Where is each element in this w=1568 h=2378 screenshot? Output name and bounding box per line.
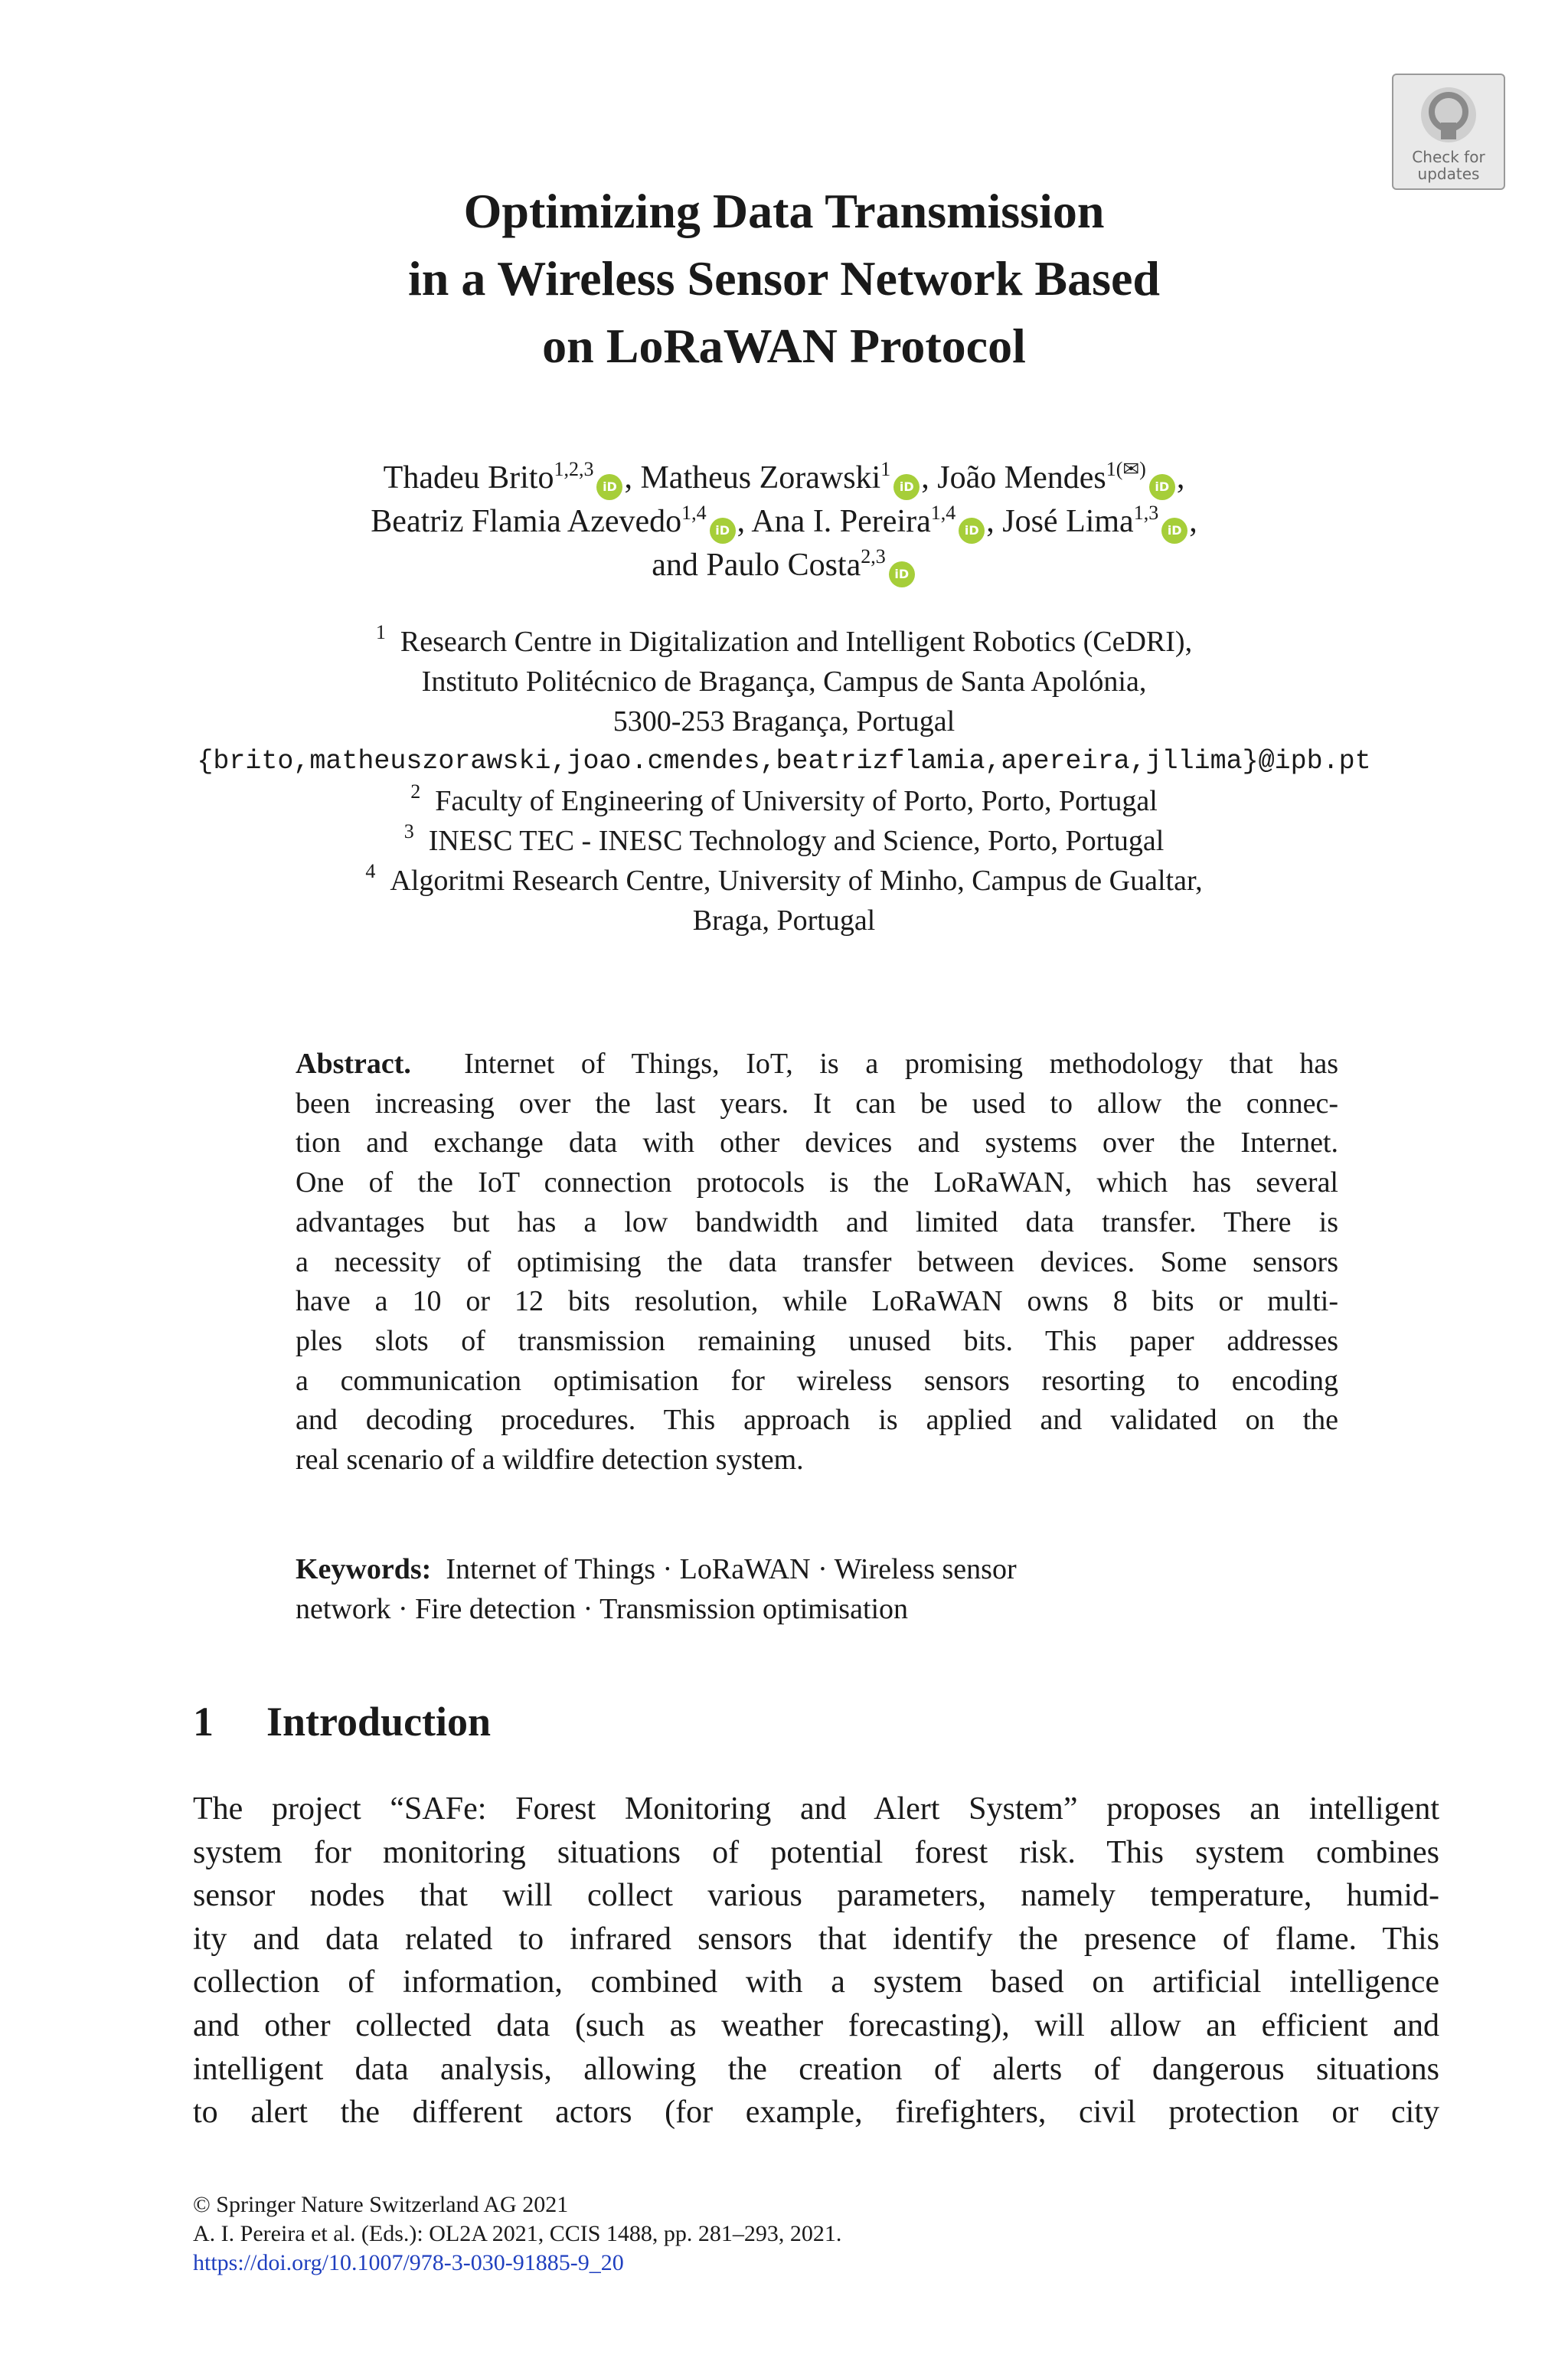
body-line: ity and data related to infrared sensors that identify the presence of flame. This <box>193 1921 1439 1957</box>
abstract-line: tion and exchange data with other devices and systems over the Internet. <box>296 1127 1338 1160</box>
author-name: Ana I. Pereira <box>751 504 931 539</box>
orcid-icon[interactable]: iD <box>596 474 622 500</box>
affiliation-number: 2 <box>410 780 421 803</box>
section-heading <box>193 1697 491 1746</box>
badge-line2: updates <box>1417 165 1480 183</box>
keywords-label: Keywords: <box>296 1553 432 1585</box>
keywords-line: network · Fire detection · Transmission optimisation <box>296 1592 909 1625</box>
body-line: collection of information, combined with a system based on artificial intelligence <box>193 1964 1439 2000</box>
check-for-updates-badge[interactable] <box>1392 74 1505 190</box>
abstract-line: advantages but has a low bandwidth and limited data transfer. There is <box>296 1205 1338 1238</box>
author-list <box>0 456 1568 587</box>
check-for-updates-icon <box>1418 84 1479 146</box>
orcid-icon[interactable]: iD <box>959 518 985 544</box>
page-footer <box>193 2190 841 2278</box>
abstract-line: real scenario of a wildfire detection system. <box>296 1444 804 1477</box>
author-name: João Mendes <box>937 460 1106 496</box>
body-line: system for monitoring situations of potential forest risk. This system combines <box>193 1834 1439 1870</box>
affiliation-line: Braga, Portugal <box>692 904 876 937</box>
title-line: in a Wireless Sensor Network Based <box>408 251 1160 306</box>
author-separator: , <box>921 460 938 496</box>
abstract-text: Internet of Things, IoT, is a promising methodology that has <box>464 1048 1338 1080</box>
keywords-line <box>296 1550 1338 1590</box>
affiliation-number: 4 <box>365 860 376 882</box>
affiliation-text: Faculty of Engineering of University of Porto, Porto, Portugal <box>435 785 1158 817</box>
orcid-icon[interactable]: iD <box>1161 518 1187 544</box>
abstract-line: a communication optimisation for wireless sensors resorting to encoding <box>296 1364 1338 1397</box>
author-affil-marker: 1,4 <box>930 502 956 524</box>
author-separator: , <box>1189 504 1197 539</box>
abstract-line: ples slots of transmission remaining unused bits. This paper addresses <box>296 1324 1338 1357</box>
copyright-notice: © Springer Nature Switzerland AG 2021 <box>193 2192 569 2217</box>
affiliation-number: 1 <box>375 621 386 643</box>
affiliation-line <box>0 781 1568 821</box>
author-line <box>0 500 1568 544</box>
abstract-line: a necessity of optimising the data transfer between devices. Some sensors <box>296 1245 1338 1278</box>
section-title: Introduction <box>266 1699 492 1745</box>
abstract <box>296 1045 1338 1480</box>
author-affil-marker: 1,3 <box>1133 502 1159 524</box>
keywords <box>296 1550 1338 1629</box>
affiliation-line: Instituto Politécnico de Bragança, Campus de Santa Apolónia, <box>421 666 1147 698</box>
affiliation-line: 5300-253 Bragança, Portugal <box>612 705 956 738</box>
abstract-line: have a 10 or 12 bits resolution, while LoRaWAN owns 8 bits or multi- <box>296 1285 1338 1318</box>
body-line: and other collected data (such as weather forecasting), will allow an efficient and <box>193 2007 1439 2043</box>
abstract-line: One of the IoT connection protocols is the LoRaWAN, which has several <box>296 1166 1338 1199</box>
badge-line1: Check for <box>1412 148 1485 166</box>
body-line: sensor nodes that will collect various parameters, namely temperature, humid- <box>193 1878 1439 1914</box>
author-affil-marker: 1(✉) <box>1106 458 1146 480</box>
title-line: Optimizing Data Transmission <box>463 184 1105 238</box>
affiliation-emails[interactable]: {brito,matheuszorawski,joao.cmendes,beatrizflamia,apereira,jllima}@ipb.pt <box>197 746 1371 777</box>
abstract-line: been increasing over the last years. It can be used to allow the connec- <box>296 1087 1338 1120</box>
author-separator: , <box>624 460 641 496</box>
abstract-line <box>296 1045 1338 1084</box>
author-name: José Lima <box>1002 504 1134 539</box>
orcid-icon[interactable]: iD <box>1149 474 1175 500</box>
orcid-icon[interactable]: iD <box>893 474 920 500</box>
affiliation-text: Algoritmi Research Centre, University of Minho, Campus de Gualtar, <box>390 865 1203 897</box>
title-line: on LoRaWAN Protocol <box>542 319 1026 373</box>
author-conjunction: and <box>652 548 707 583</box>
affiliation-number: 3 <box>403 820 414 842</box>
body-line: to alert the different actors (for example, firefighters, civil protection or city <box>193 2095 1439 2131</box>
author-name: Matheus Zorawski <box>640 460 881 496</box>
affiliation-line <box>0 821 1568 861</box>
author-affil-marker: 1 <box>880 458 891 480</box>
introduction-body <box>193 1788 1439 2134</box>
author-name: Beatriz Flamia Azevedo <box>371 504 682 539</box>
affiliations <box>0 622 1568 940</box>
abstract-line: and decoding procedures. This approach is applied and validated on the <box>296 1404 1338 1437</box>
affiliation-line <box>0 861 1568 901</box>
author-affil-marker: 1,4 <box>681 502 707 524</box>
author-line <box>0 456 1568 500</box>
author-affil-marker: 2,3 <box>861 545 886 568</box>
affiliation-line <box>0 622 1568 662</box>
author-separator: , <box>986 504 1003 539</box>
body-line: intelligent data analysis, allowing the creation of alerts of dangerous situations <box>193 2051 1439 2087</box>
doi-link[interactable]: https://doi.org/10.1007/978-3-030-91885-9_20 <box>193 2250 624 2275</box>
section-number: 1 <box>193 1699 214 1745</box>
abstract-label: Abstract. <box>296 1048 411 1080</box>
author-separator: , <box>737 504 752 539</box>
orcid-icon[interactable]: iD <box>889 561 915 587</box>
citation-line: A. I. Pereira et al. (Eds.): OL2A 2021, CCIS 1488, pp. 281–293, 2021. <box>193 2221 842 2246</box>
affiliation-text: INESC TEC - INESC Technology and Science, Porto, Portugal <box>428 825 1165 857</box>
author-line <box>0 544 1568 587</box>
author-name: Thadeu Brito <box>383 460 554 496</box>
author-name: Paulo Costa <box>706 548 861 583</box>
author-separator: , <box>1176 460 1185 496</box>
author-affil-marker: 1,2,3 <box>554 458 594 480</box>
affiliation-text: Research Centre in Digitalization and Intelligent Robotics (CeDRI), <box>400 626 1193 658</box>
body-line: The project “SAFe: Forest Monitoring and Alert System” proposes an intelligent <box>193 1791 1439 1827</box>
orcid-icon[interactable]: iD <box>710 518 736 544</box>
paper-title <box>0 178 1568 380</box>
keywords-text: Internet of Things · LoRaWAN · Wireless sensor <box>446 1553 1017 1585</box>
